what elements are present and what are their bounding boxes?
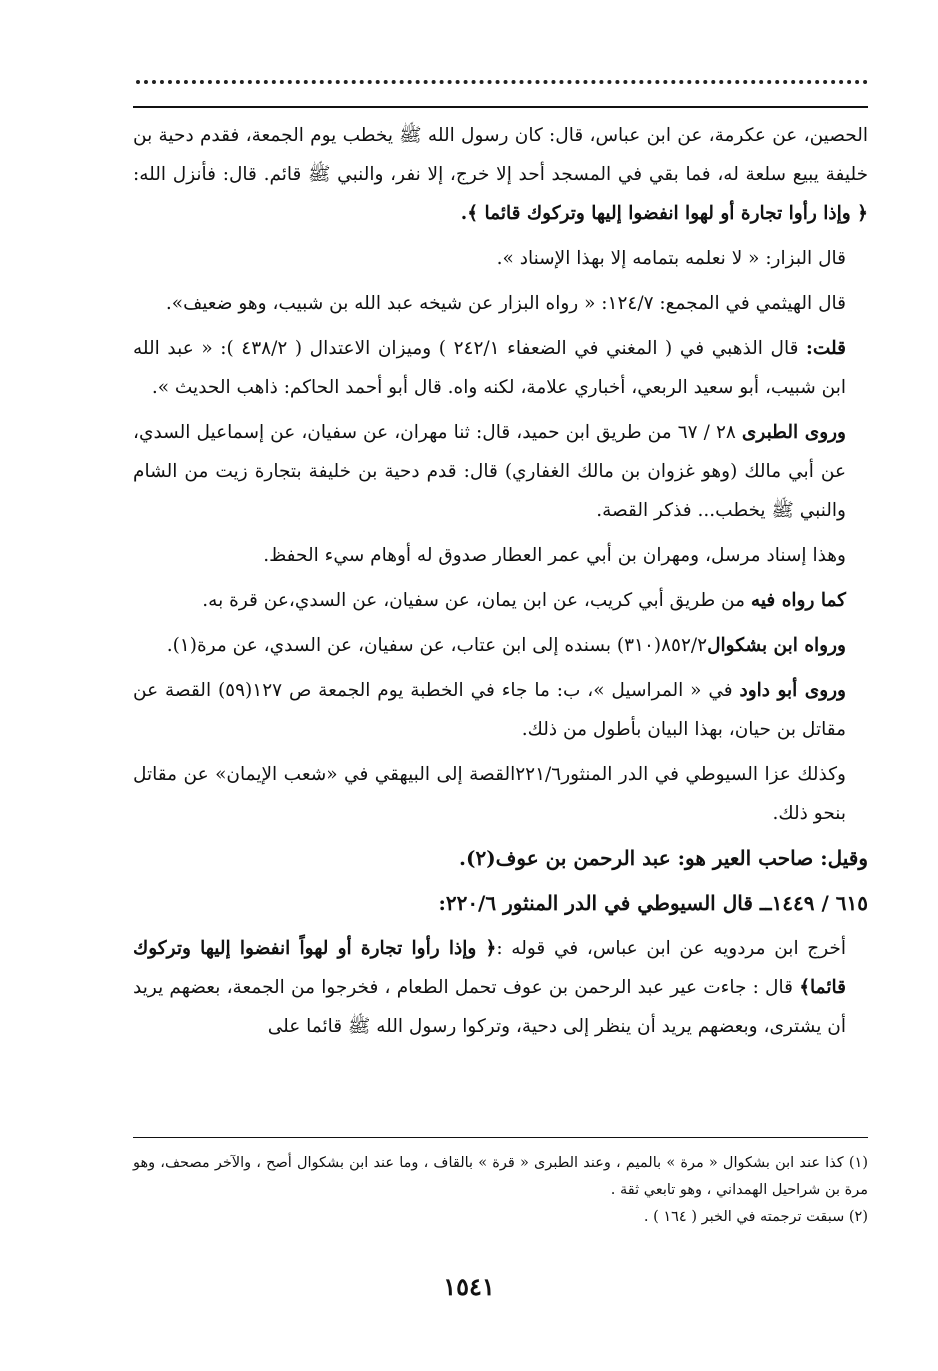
page-number: ١٥٤١ bbox=[443, 1272, 495, 1301]
header-rule bbox=[133, 106, 868, 108]
paragraph-13 bbox=[133, 929, 868, 1046]
paragraph-7 bbox=[133, 581, 868, 620]
paragraph-text: وهذا إسناد مرسل، ومهران بن أبي عمر العطار صدوق له أوهام سيء الحفظ. bbox=[263, 545, 846, 566]
paragraph-text: وكذلك عزا السيوطي في الدر المنثور٢٢١/٦القصة إلى البيهقي في «شعب الإيمان» عن مقاتل بنحو ذلك. bbox=[133, 764, 846, 824]
footnotes bbox=[133, 1150, 868, 1231]
paragraph-4 bbox=[133, 329, 868, 407]
footnote-1: (١) كذا عند ابن بشكوال « مرة » بالميم ، وعند الطبرى « قرة » بالقاف ، وما عند ابن بشكوال أصح ، والآخر مصحف، وهو مرة بن شراحيل الهمداني ، وهو تابعي ثقة . bbox=[133, 1155, 868, 1198]
paragraph-text: الحصين، عن عكرمة، عن ابن عباس، قال: كان رسول الله ﷺ يخطب يوم الجمعة، فقدم دحية بن خليفة يبيع سلعة له، فما بقي في المسجد أحد إلا خرج، إلا نفر، والنبي ﷺ قائم. قال: فأنزل الله: bbox=[133, 125, 868, 185]
quran-verse: ﴿ وإذا رأوا تجارة أو لهواً انفضوا إليها وتركوك قائما﴾ bbox=[133, 938, 846, 998]
bold-lead: قلت: bbox=[806, 338, 847, 359]
quran-verse: ﴿ وإذا رأوا تجارة أو لهوا انفضوا إليها وتركوك قائما ﴾. bbox=[460, 203, 868, 224]
footnote-2: (٢) سبقت ترجمته في الخبر ( ١٦٤ ) . bbox=[643, 1209, 868, 1225]
paragraph-text: أخرج ابن مردويه عن ابن عباس، في قوله : bbox=[496, 938, 846, 959]
paragraph-text: في « المراسيل »، ب: ما جاء في الخطبة يوم الجمعة ص ١٢٧(٥٩) القصة عن مقاتل بن حيان، بهذا البيان بأطول من ذلك. bbox=[133, 680, 846, 740]
paragraph-text: ٢٨ / ٦٧ من طريق ابن حميد، قال: ثنا مهران، عن سفيان، عن إسماعيل السدي، عن أبي مالك (وهو غزوان بن مالك الغفاري) قال: قدم دحية بن خليفة بتجارة زيت من الشام والنبي ﷺ يخطب... فذكر القصة. bbox=[133, 422, 846, 521]
paragraph-8 bbox=[133, 626, 868, 665]
paragraph-11 bbox=[133, 839, 868, 878]
paragraph-1 bbox=[133, 116, 868, 233]
hadith-heading bbox=[133, 884, 868, 923]
paragraph-text: قال البزار: « لا نعلمه بتمامه إلا بهذا الإسناد ». bbox=[496, 248, 846, 269]
paragraph-10 bbox=[133, 755, 868, 833]
bold-lead: وقيل: صاحب العير هو: عبد الرحمن بن عوف bbox=[495, 846, 868, 870]
bold-lead: ٦١٥ / ١٤٤٩ــ قال السيوطي bbox=[637, 891, 868, 915]
paragraph-text: قال : جاءت عير عبد الرحمن بن عوف تحمل الطعام ، فخرجوا من الجمعة، بعضهم يريد أن يشترى، وبعضهم يريد أن ينظر إلى دحية، وتركوا رسول الله ﷺ قائما على bbox=[133, 977, 846, 1037]
header-dotted-line bbox=[136, 70, 868, 84]
footnote-rule bbox=[133, 1137, 868, 1138]
paragraph-3 bbox=[133, 284, 868, 323]
paragraph-text: (٢). bbox=[459, 846, 496, 870]
paragraph-text: قال الذهبي في ( المغني في الضعفاء ٢٤٢/١ ) وميزان الاعتدال ( ٤٣٨/٢ ): « عبد الله ابن شبيب، أبو سعيد الربعي، أخباري علامة، لكنه واه. قال أبو أحمد الحاكم: ذاهب الحديث ». bbox=[133, 338, 846, 398]
paragraph-text: ٨٥٢/٢(٣١٠) بسنده إلى ابن عتاب، عن سفيان، عن السدي، عن مرة(١). bbox=[166, 635, 708, 656]
bold-lead: ورواه ابن بشكوال bbox=[707, 635, 846, 656]
paragraph-2 bbox=[133, 239, 868, 278]
paragraph-text: من طريق أبي كريب، عن ابن يمان، عن سفيان، عن السدي،عن قرة به. bbox=[202, 590, 751, 611]
paragraph-6 bbox=[133, 536, 868, 575]
bold-lead: وروى أبو داود bbox=[739, 680, 846, 701]
paragraph-text: في الدر المنثور ٢٢٠/٦: bbox=[438, 891, 638, 915]
paragraph-5 bbox=[133, 413, 868, 530]
paragraph-text: قال الهيثمي في المجمع: ١٢٤/٧: « رواه البزار عن شيخه عبد الله بن شبيب، وهو ضعيف». bbox=[165, 293, 846, 314]
bold-lead: كما رواه فيه bbox=[750, 590, 846, 611]
paragraph-9 bbox=[133, 671, 868, 749]
bold-lead: وروى الطبرى bbox=[741, 422, 846, 443]
main-text bbox=[133, 116, 868, 1052]
